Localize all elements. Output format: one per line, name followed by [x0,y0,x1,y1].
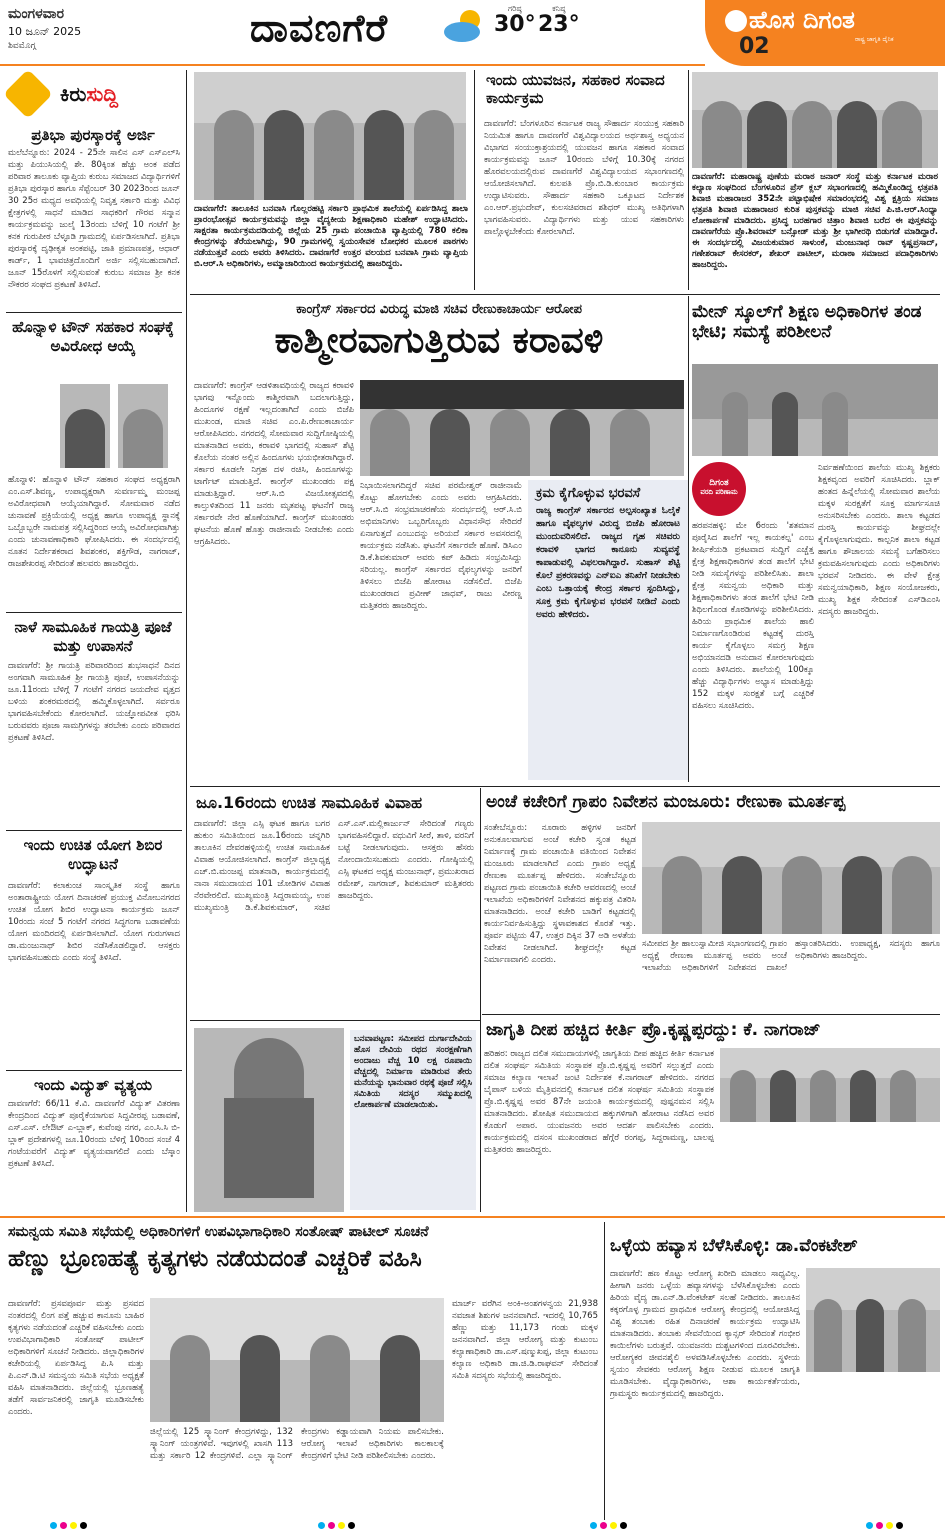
post-office-caption: ಸಮೀಪದ ಶ್ರೀ ಹಾಲುಸ್ವಾಮೀಜಿ ಸಭಾಂಗಣದಲ್ಲಿ ಗ್ರಾಪಂ ಅಧ್ಯಕ್ಷೆ ರೇಣುಕಾ ಮೂರ್ತಪ್ಪ ಅವರು ಅಂಚೆ ಇಲಾಖೆಯ ಅಧಿಕಾರಿಗಳಿಗೆ ನಿವೇಶನದ ದಾಖಲೆ ಹಸ್ತಾಂತರಿಸಿದರು. ಉಪಾಧ್ಯಕ್ಷ, ಸದಸ್ಯರು ಹಾಗೂ ಅಧಿಕಾರಿಗಳು ಹಾಜರಿದ್ದರು. [642,939,940,973]
brief-title: ಇಂದು ವಿದ್ಯುತ್ ವ್ಯತ್ಯಯ [33,1076,153,1094]
photo-school-building [692,364,938,456]
brief-body: ದಾವಣಗೆರೆ: ಕಲಾಕುಂಚ ಸಾಂಸ್ಕೃತಿಕ ಸಂಸ್ಥೆ ಹಾಗೂ ಅಂತಾರಾಷ್ಟ್ರೀಯ ಯೋಗ ದಿನಾಚರಣೆ ಪ್ರಯುಕ್ತ ವಿನೋಬನಗರದ ಉಚಿತ ಯೋಗ ಶಿಬಿರ ಉದ್ಘಾಟನಾ ಕಾರ್ಯಕ್ರಮ ಜೂನ್ 10ರಂದು ಸಂಜೆ 5 ಗಂಟೆಗೆ ನಗರದ ಸಿದ್ಧಗಂಗಾ ಬಡಾವಣೆಯ ಯೋಗ ಮಂದಿರದಲ್ಲಿ ಏರ್ಪಡಿಸಲಾಗಿದೆ. ಯೋಗ ಗುರುಗಳಾದ ಡಾ.ಮಂಜುನಾಥ್ ಶಿಬಿರ ನಡೆಸಿಕೊಡಲಿದ್ದಾರೆ. ಆಸಕ್ತರು ಭಾಗವಹಿಸಬಹುದು ಎಂದು ಸಂಸ್ಥೆ ತಿಳಿಸಿದೆ. [8,881,180,963]
masthead-date: 10 ಜೂನ್ 2025 [8,25,82,38]
masthead-dateline [8,6,208,62]
story-body: ದಾವಣಗೆರೆ: ಬೆಂಗಳೂರಿನ ಕರ್ನಾಟಕ ರಾಜ್ಯ ಸೌಹಾರ್ದ ಸಂಯುಕ್ತ ಸಹಕಾರಿ ನಿಯಮಿತ ಹಾಗೂ ದಾವಣಗೆರೆ ವಿಶ್ವವಿದ್ಯಾಲಯದ ಅರ್ಥಶಾಸ್ತ್ರ ಅಧ್ಯಯನ ವಿಭಾಗದ ಸಂಯುಕ್ತಾಶ್ರಯದಲ್ಲಿ ಯುವಜನ ಹಾಗೂ ಸಹಕಾರ ಸಂವಾದ ಕಾರ್ಯಕ್ರಮವನ್ನು ಜೂನ್ 10ರಂದು ಬೆಳಿಗ್ಗೆ 10.30ಕ್ಕೆ ನಗರದ ಹೊರವಲಯದಲ್ಲಿರುವ ದಾವಣಗೆರೆ ವಿಶ್ವವಿದ್ಯಾಲಯದ ಸಭಾಂಗಣದಲ್ಲಿ ಆಯೋಜಿಸಲಾಗಿದೆ. ಕುಲಪತಿ ಪ್ರೊ.ಬಿ.ಡಿ.ಕುಂಬಾರ ಕಾರ್ಯಕ್ರಮ ಉದ್ಘಾಟಿಸುವರು. ಸೌಹಾರ್ದ ಸಹಕಾರಿ ಒಕ್ಕೂಟದ ನಿರ್ದೇಶಕ ಎಂ.ಆರ್.ಪ್ರಭುದೇವ್, ಕುಲಸಚಿವರಾದ ಶಶಿಧರ್ ಮುಖ್ಯ ಅತಿಥಿಗಳಾಗಿ ಭಾಗವಹಿಸುವರು. ವಿದ್ಯಾರ್ಥಿಗಳು ಮತ್ತು ಯುವ ಸಹಕಾರಿಗಳು ಪಾಲ್ಗೊಳ್ಳಬೇಕೆಂದು ಕೋರಲಾಗಿದೆ. [484,119,684,237]
headline-post-office-site: ಅಂಚೆ ಕಚೇರಿಗೆ ಗ್ರಾಪಂ ನಿವೇಶನ ಮಂಜೂರು: ರೇಣುಕಾ ಮೂರ್ತಪ್ಪ [486,792,846,812]
bottom-body-col2: ಜಿಲ್ಲೆಯಲ್ಲಿ 125 ಸ್ಕ್ಯಾನಿಂಗ್ ಕೇಂದ್ರಗಳಿದ್ದು, 132 ಸ್ಕ್ಯಾನಿಂಗ್ ಯಂತ್ರಗಳಿವೆ. ಇವುಗಳಲ್ಲಿ ಖಾಸಗಿ 113 ಮತ್ತು ಸರ್ಕಾರಿ 12 ಕೇಂದ್ರಗಳಿವೆ. ಎಲ್ಲಾ ಸ್ಕ್ಯಾನಿಂಗ್ ಕೇಂದ್ರಗಳು ಕಡ್ಡಾಯವಾಗಿ ನಿಯಮ ಪಾಲಿಸಬೇಕು. ಆರೋಗ್ಯ ಇಲಾಖೆ ಅಧಿಕಾರಿಗಳು ಕಾಲಕಾಲಕ್ಕೆ ಕೇಂದ್ರಗಳಿಗೆ ಭೇಟಿ ನೀಡಿ ಪರಿಶೀಲಿಸಬೇಕು ಎಂದರು. [150,1427,444,1461]
masthead-title: ದಾವಣಗೆರೆ [250,6,389,50]
photo-press-meet [360,380,684,476]
min-temp-block: ಕನಿಷ್ಠ 23° [538,4,580,37]
photo-health-event [806,1268,940,1372]
max-temp: 30° [494,12,536,37]
habits-body: ದಾವಣಗೆರೆ: ಹಣ ಕೊಟ್ಟು ಆರೋಗ್ಯ ಖರೀದಿ ಮಾಡಲು ಸಾಧ್ಯವಿಲ್ಲ. ಹೀಗಾಗಿ ಜನರು ಒಳ್ಳೆಯ ಹವ್ಯಾಸಗಳನ್ನು ಬೆಳೆಸಿಕೊಳ್ಳಬೇಕು ಎಂದು ಹಿರಿಯ ವೈದ್ಯ ಡಾ.ಎನ್.ಡಿ.ವೆಂಕಟೇಶ್ ಸಲಹೆ ನೀಡಿದರು. ತಾಲೂಕಿನ ಕಕ್ಕರಗೊಳ್ಳ ಗ್ರಾಮದ ಪ್ರಾಥಮಿಕ ಆರೋಗ್ಯ ಕೇಂದ್ರದಲ್ಲಿ ಆಯೋಜಿಸಿದ್ದ ವಿಶ್ವ ತಂಬಾಕು ರಹಿತ ದಿನಾಚರಣೆ ಕಾರ್ಯಕ್ರಮ ಉದ್ಘಾಟಿಸಿ ಮಾತನಾಡಿದರು. ತಂಬಾಕು ಸೇವನೆಯಿಂದ ಕ್ಯಾನ್ಸರ್ ಸೇರಿದಂತೆ ಗಂಭೀರ ಕಾಯಿಲೆಗಳು ಬರುತ್ತವೆ. ಯುವಜನರು ದುಶ್ಚಟಗಳಿಂದ ದೂರವಿರಬೇಕು. ಆರೋಗ್ಯಕರ ಜೀವನಶೈಲಿ ಅಳವಡಿಸಿಕೊಳ್ಳಬೇಕು ಎಂದರು. ಸ್ಥಳೀಯ ಸ್ವಯಂ ಸೇವಕರು ಆರೋಗ್ಯ ಶಿಕ್ಷಣ ನೀಡುವ ಮೂಲಕ ಜಾಗೃತಿ ಮೂಡಿಸಬೇಕು. ವೈದ್ಯಾಧಿಕಾರಿಗಳು, ಆಶಾ ಕಾರ್ಯಕರ್ತೆಯರು, ಗ್ರಾಮಸ್ಥರು ಕಾರ್ಯಕ್ರಮದಲ್ಲಿ ಹಾಜರಿದ್ದರು. [610,1269,800,1399]
cloud-sun-icon [440,6,490,46]
photo-jayanti-event [720,1048,940,1122]
photo-caption: ದಾವಣಗೆರೆ: ತಾಲೂಕಿನ ಬನವಾಸಿ ಗೊಲ್ಲರಹಟ್ಟಿ ಸರ್ಕಾರಿ ಪ್ರಾಥಮಿಕ ಶಾಲೆಯಲ್ಲಿ ಏರ್ಪಡಿಸಿದ್ದ ಶಾಲಾ ಪ್ರಾರಂಭೋತ್ಸವ ಕಾರ್ಯಕ್ರಮವನ್ನು ಜಿಲ್ಲಾ ವೈದ್ಯಕೀಯ ಶಿಕ್ಷಣಾಧಿಕಾರಿ ಮಹೇಶ್ ಉದ್ಘಾಟಿಸಿದರು. ಸಾಕ್ಷರತಾ ಕಾರ್ಯಕ್ರಮದಡಿಯಲ್ಲಿ ಜಿಲ್ಲೆಯ 25 ಗ್ರಾಮ ಪಂಚಾಯಿತಿ ವ್ಯಾಪ್ತಿಯಲ್ಲಿ 780 ಕಲಿಕಾ ಕೇಂದ್ರಗಳನ್ನು ತೆರೆಯಲಾಗಿದ್ದು, 90 ಗ್ರಾಮಗಳಲ್ಲಿ ಸ್ವಯಂಸೇವಕ ಬೋಧಕರ ಮೂಲಕ ಪಾಠಗಳು ನಡೆಯುತ್ತವೆ ಎಂದು ಅವರು ತಿಳಿಸಿದರು. ದಾವಣಗೆರೆ ಉತ್ತರ ವಲಯದ ಬನವಾಸಿ ಗ್ರಾಮ ವ್ಯಾಪ್ತಿಯ ಬಿ.ಆರ್.ಸಿ ಅಧಿಕಾರಿಗಳು, ಅಮ್ಮಾಜಾರಿಯಿಂದ ಕಾರ್ಯಕ್ರಮದಲ್ಲಿ ಹಾಜರಿದ್ದರು. [194,204,468,269]
min-temp: 23° [538,12,580,37]
print-registration-marks [866,1522,903,1530]
photo-school-event [194,72,466,200]
page-number: 02 [739,34,770,59]
bottom-body-col3: ಮಾರ್ಚ್ ವರೆಗಿನ ಅಂಕಿ-ಅಂಶಗಳನ್ವಯ 21,938 ನವಜಾತ ಶಿಶುಗಳ ಜನನವಾಗಿದೆ. ಇದರಲ್ಲಿ 10,765 ಹೆಣ್ಣು ಮತ್ತು 11,173 ಗಂಡು ಮಕ್ಕಳ ಜನನವಾಗಿದೆ. ಜಿಲ್ಲಾ ಆರೋಗ್ಯ ಮತ್ತು ಕುಟುಂಬ ಕಲ್ಯಾಣಾಧಿಕಾರಿ ಡಾ.ಎಸ್.ಷಣ್ಮುಖಪ್ಪ, ಜಿಲ್ಲಾ ಕುಟುಂಬ ಕಲ್ಯಾಣ ಅಧಿಕಾರಿ ಡಾ.ಜಿ.ಡಿ.ರಾಘವನ್ ಸೇರಿದಂತೆ ಸಮಿತಿ ಸದಸ್ಯರು ಸಭೆಯಲ್ಲಿ ಹಾಜರಿದ್ದರು. [452,1299,598,1381]
wedding-body: ದಾವಣಗೆರೆ: ಜಿಲ್ಲಾ ಎಸ್ಸಿ ಘಟಕ ಹಾಗೂ ಬಗರ ಹುಕುಂ ಸಮಿತಿಯಿಂದ ಜೂ.16ರಂದು ಚನ್ನಗಿರಿ ತಾಲೂಕಿನ ದೇವರಹಳ್ಳಿಯಲ್ಲಿ ಉಚಿತ ಸಾಮೂಹಿಕ ವಿವಾಹ ಆಯೋಜಿಸಲಾಗಿದೆ. ಕಾಂಗ್ರೆಸ್ ಜಿಲ್ಲಾಧ್ಯಕ್ಷ ಎಚ್.ಬಿ.ಮಂಜಪ್ಪ ಮಾತನಾಡಿ, ಕಾರ್ಯಕ್ರಮದಲ್ಲಿ ನಾನಾ ಸಮುದಾಯದ 101 ಜೋಡಿಗಳ ವಿವಾಹ ನೆರವೇರಲಿದೆ. ಮುಖ್ಯಮಂತ್ರಿ ಸಿದ್ದರಾಮಯ್ಯ, ಉಪ ಮುಖ್ಯಮಂತ್ರಿ ಡಿ.ಕೆ.ಶಿವಕುಮಾರ್, ಸಚಿವ ಎಸ್.ಎಸ್.ಮಲ್ಲಿಕಾರ್ಜುನ್ ಸೇರಿದಂತೆ ಗಣ್ಯರು ಭಾಗವಹಿಸಲಿದ್ದಾರೆ. ವಧುವಿಗೆ ಸೀರೆ, ತಾಳಿ, ವರನಿಗೆ ಬಟ್ಟೆ ನೀಡಲಾಗುವುದು. ಆಸಕ್ತರು ಹೆಸರು ನೋಂದಾಯಿಸಬಹುದು ಎಂದರು. ಗೋಷ್ಠಿಯಲ್ಲಿ ಎಸ್ಸಿ ಘಟಕದ ಅಧ್ಯಕ್ಷ ಮಂಜುನಾಥ್, ಪ್ರಮುಖರಾದ ರಮೇಶ್, ನಾಗರಾಜ್, ಶಿವಕುಮಾರ್ ಮತ್ತಿತರರು ಹಾಜರಿದ್ದರು. [194,819,474,913]
brief-body: ದಾವಣಗೆರೆ: 66/11 ಕೆ.ವಿ. ದಾವಣಗೆರೆ ವಿದ್ಯುತ್ ವಿತರಣಾ ಕೇಂದ್ರದಿಂದ ವಿದ್ಯುತ್ ಪೂರೈಕೆಯಾಗುವ ಸಿದ್ದವೀರಪ್ಪ ಬಡಾವಣೆ, ಎಸ್.ಎಸ್. ಲೇಔಟ್ ಎ-ಬ್ಲಾಕ್, ಕುವೆಂಪು ನಗರ, ಎಂ.ಸಿ.ಸಿ ಬಿ-ಬ್ಲಾಕ್ ಪ್ರದೇಶಗಳಲ್ಲಿ ಜೂ.10ರಂದು ಬೆಳಿಗ್ಗೆ 10ರಿಂದ ಸಂಜೆ 4 ಗಂಟೆಯವರೆಗೆ ವಿದ್ಯುತ್ ವ್ಯತ್ಯಯವಾಗಲಿದೆ ಎಂದು ಬೆಸ್ಕಾಂ ಪ್ರಕಟಣೆ ತಿಳಿಸಿದೆ. [8,1099,180,1169]
lead-kicker: ಕಾಂಗ್ರೆಸ್ ಸರ್ಕಾರದ ವಿರುದ್ಧ ಮಾಜಿ ಸಚಿವ ರೇಣುಕಾಚಾರ್ಯ ಆರೋಪ [296,302,582,317]
brand-name: ಹೊಸ ದಿಗಂತ [749,6,855,34]
chariot-caption: ಬನವಾಪಟ್ಟಣ: ಸಮೀಪದ ದುರ್ಗಾದೇವಿಯ ಹೊಸ ದೇವಿಯ ರಥದ ಸಂರಕ್ಷಣೆಗಾಗಿ ಅಂದಾಜು ವೆಚ್ಚ 10 ಲಕ್ಷ ರೂಪಾಯಿ ವೆಚ್ಚದಲ್ಲಿ ನಿರ್ಮಾಣ ಮಾಡಿರುವ ತೇರು ಮನೆಯನ್ನು ಭಾನುವಾರ ರಥಕ್ಕೆ ಪೂಜೆ ಸಲ್ಲಿಸಿ ಸಮಿತಿಯ ಸದಸ್ಯರ ಸಮ್ಮುಖದಲ್ಲಿ ಲೋಕಾರ್ಪಣೆ ಮಾಡಲಾಯಿತು. [350,1030,476,1210]
school-body-col1: ಹರಪನಹಳ್ಳಿ: ಮೇ 6ರಂದು 'ಶತಮಾನ ಪೂರೈಸಿದ ಶಾಲೆಗೆ ಇಲ್ಲ ಕಾಯಕಲ್ಪ' ಎಂಬ ಶೀರ್ಷಿಕೆಯಡಿ ಪ್ರಕಟವಾದ ಸುದ್ದಿಗೆ ಎಚ್ಚೆತ್ತ ಕ್ಷೇತ್ರ ಶಿಕ್ಷಣಾಧಿಕಾರಿಗಳ ತಂಡ ಶಾಲೆಗೆ ಭೇಟಿ ನೀಡಿ ಸಮಸ್ಯೆಗಳನ್ನು ಪರಿಶೀಲಿಸಿತು. ಶಾಲಾ ಕ್ಷೇತ್ರ ಸಮನ್ವಯ ಅಧಿಕಾರಿ ಮತ್ತು ಶಿಕ್ಷಣಾಧಿಕಾರಿಗಳು ತಂಡ ಶಾಲೆಗೆ ಭೇಟಿ ನೀಡಿ ಶಿಥಿಲಗೊಂಡ ಕೊಠಡಿಗಳನ್ನು ಪರಿಶೀಲಿಸಿದರು. ಹಿರಿಯ ಪ್ರಾಥಮಿಕ ಶಾಲೆಯ ಹಾಲಿ ನಿರ್ಮಾಣಗೊಂಡಿರುವ ಕಟ್ಟಡಕ್ಕೆ ದುರಸ್ತಿ ಕಾರ್ಯ ಕೈಗೊಳ್ಳಲು ಸಮಗ್ರ ಶಿಕ್ಷಣ ಅಭಿಯಾನದಡಿ ಅನುದಾನ ಕೋರಲಾಗುವುದು ಎಂದು ತಿಳಿಸಿದರು. ಶಾಲೆಯಲ್ಲಿ 100ಕ್ಕೂ ಹೆಚ್ಚು ವಿದ್ಯಾರ್ಥಿಗಳು ಅಭ್ಯಾಸ ಮಾಡುತ್ತಿದ್ದು 152 ಮಕ್ಕಳ ಸುರಕ್ಷತೆ ಬಗ್ಗೆ ಎಚ್ಚರಿಕೆ ವಹಿಸಲು ಸೂಚಿಸಿದರು. [692,521,814,711]
brief-body: ದಾವಣಗೆರೆ: ಶ್ರೀ ಗಾಯತ್ರಿ ಪರಿವಾರದಿಂದ ಶುಭಸಾಧನೆ ದಿನದ ಅಂಗವಾಗಿ ಸಾಮೂಹಿಕ ಶ್ರೀ ಗಾಯತ್ರಿ ಪೂಜೆ, ಉಪಾಸನೆಯನ್ನು ಜೂ.11ರಂದು ಬೆಳಿಗ್ಗೆ 7 ಗಂಟೆಗೆ ನಗರದ ಜಯದೇವ ವೃತ್ತದ ಬಳಿಯ ಶಂಕರಮಠದಲ್ಲಿ ಹಮ್ಮಿಕೊಳ್ಳಲಾಗಿದೆ. ಸರ್ವರೂ ಭಾಗವಹಿಸಬೇಕೆಂದು ಕೋರಲಾಗಿದೆ. ಯಜ್ಞೋಪವೀತ ಧರಿಸಿ ಬರುವವರು ಪೂಜಾ ಸಾಮಗ್ರಿಗಳನ್ನು ತರಬೇಕು ಎಂದು ಪರಿವಾರದ ಪ್ರಕಟಣೆ ತಿಳಿಸಿದೆ. [8,661,180,743]
photo-meeting-hall [150,1298,444,1422]
bottom-body-col1: ದಾವಣಗೆರೆ: ಪ್ರಸವಪೂರ್ವ ಮತ್ತು ಪ್ರಸವದ ನಂತರದಲ್ಲಿ ಲಿಂಗ ಪತ್ತೆ ಹಚ್ಚುವ ಕಾನೂನು ಬಾಹಿರ ಕೃತ್ಯಗಳು ನಡೆಯದಂತೆ ಎಚ್ಚರಿಕೆ ವಹಿಸಬೇಕು ಎಂದು ಉಪವಿಭಾಗಾಧಿಕಾರಿ ಸಂತೋಷ್ ಪಾಟೀಲ್ ಅಧಿಕಾರಿಗಳಿಗೆ ಸೂಚನೆ ನೀಡಿದರು. ಜಿಲ್ಲಾಧಿಕಾರಿಗಳ ಕಚೇರಿಯಲ್ಲಿ ಏರ್ಪಡಿಸಿದ್ದ ಪಿ.ಸಿ ಮತ್ತು ಪಿ.ಎನ್.ಡಿ.ಟಿ ಸಮನ್ವಯ ಸಮಿತಿ ಸಭೆಯ ಅಧ್ಯಕ್ಷತೆ ವಹಿಸಿ ಮಾತನಾಡಿದರು. ಜಿಲ್ಲೆಯಲ್ಲಿ ಭ್ರೂಣಹತ್ಯೆ ತಡೆಗೆ ಸಾರ್ವಜನಿಕರಲ್ಲಿ ಜಾಗೃತಿ ಮೂಡಿಸಬೇಕು ಎಂದರು. [8,1299,144,1417]
lead-body-col1: ದಾವಣಗೆರೆ: ಕಾಂಗ್ರೆಸ್ ಆಡಳಿತಾವಧಿಯಲ್ಲಿ ರಾಜ್ಯದ ಕರಾವಳಿ ಭಾಗವು ಇನ್ನೊಂದು ಕಾಶ್ಮೀರವಾಗಿ ಬದಲಾಗುತ್ತಿದ್ದು, ಹಿಂದೂಗಳ ರಕ್ಷಣೆ ಇಲ್ಲದಂತಾಗಿದೆ ಎಂದು ಬಿಜೆಪಿ ಮುಖಂಡ, ಮಾಜಿ ಸಚಿವ ಎಂ.ಪಿ.ರೇಣುಕಾಚಾರ್ಯ ಆರೋಪಿಸಿದರು. ನಗರದಲ್ಲಿ ಸೋಮವಾರ ಸುದ್ದಿಗೋಷ್ಠಿಯಲ್ಲಿ ಮಾತನಾಡಿದ ಅವರು, ಕರಾವಳಿ ಭಾಗದಲ್ಲಿ ಸುಹಾಸ್ ಶೆಟ್ಟಿ ಕೊಲೆಯ ನಂತರ ಅಲ್ಲಿನ ಹಿಂದೂಗಳು ಭಯಭೀತರಾಗಿದ್ದಾರೆ. ಸರ್ಕಾರ ಕೂಡಲೇ ನಿಗ್ರಹ ದಳ ರಚಿಸಿ, ಹಿಂದೂಗಳನ್ನು ಟಾರ್ಗೆಟ್ ಮಾಡುತ್ತಿದೆ. ಕಾಂಗ್ರೆಸ್ ಮುಖಂಡರು ಪಕ್ಷ ಮಾಡುತ್ತಿದ್ದಾರೆ. ಆರ್.ಸಿ.ಬಿ ವಿಜಯೋತ್ಸವದಲ್ಲಿ ಕಾಲ್ತುಳಿತದಿಂದ 11 ಜನರು ಮೃತಪಟ್ಟ ಘಟನೆಗೆ ರಾಜ್ಯ ಸರ್ಕಾರವೇ ನೇರ ಹೊಣೆಯಾಗಿದೆ. ಕಾಂಗ್ರೆಸ್ ಮುಖಂಡರು ಘಟನೆಯ ಹೊಣೆ ಹೊತ್ತು ರಾಜೀನಾಮೆ ನೀಡಬೇಕು ಎಂದು ಆಗ್ರಹಿಸಿದರು. [194,381,354,547]
max-temp-block: ಗರಿಷ್ಠ 30° [494,4,536,37]
photo-book-release [692,72,938,168]
bottom-headline: ಹೆಣ್ಣು ಭ್ರೂಣಹತ್ಯೆ ಕೃತ್ಯಗಳು ನಡೆಯದಂತೆ ಎಚ್ಚರಿಕೆ ವಹಿಸಿ [8,1246,422,1272]
print-registration-marks [50,1522,87,1530]
headline-youth-cooperative: ಇಂದು ಯುವಜನ, ಸಹಕಾರ ಸಂವಾದ ಕಾರ್ಯಕ್ರಮ [486,71,665,107]
brief-label-b: ಸುದ್ದಿ [86,82,119,106]
photo-chariot-house [194,1028,344,1212]
brief-title: ಇಂದು ಉಚಿತ ಯೋಗ ಶಿಬಿರ ಉದ್ಘಾಟನೆ [23,836,163,873]
lead-body-col2: ನಿಭಾಯಿಸಲಾಗದಿದ್ದರೆ ಸಚಿವ ಪರಮೇಶ್ವರ್ ರಾಜೀನಾಮೆ ಕೊಟ್ಟು ಹೋಗಬೇಕು ಎಂದು ಅವರು ಆಗ್ರಹಿಸಿದರು. ಆರ್.ಸಿ.ಬಿ ಸಂಭ್ರಮಾಚರಣೆಯ ಸಂದರ್ಭದಲ್ಲಿ ಆರ್.ಸಿ.ಬಿ ಅಭಿಮಾನಿಗಳು ಒಬ್ಬರಿಗೊಬ್ಬರು ವಿಧಾನಸೌಧ ಸೇರಿದರೆ ಏನಾಗುತ್ತದೆ ಎಂಬುದನ್ನು ಅರಿಯದೆ ಸರ್ಕಾರ ಅವಸರದಲ್ಲಿ ಕಾರ್ಯಕ್ರಮ ನಡೆಸಿತು. ಘಟನೆಗೆ ಸರ್ಕಾರವೇ ಹೊಣೆ. ಡಿಸಿಎಂ ಡಿ.ಕೆ.ಶಿವಕುಮಾರ್ ಅವರು ಕಪ್ ಹಿಡಿದು ಸಂಭ್ರಮಿಸಿದ್ದು ಸರಿಯಲ್ಲ. ಕಾಂಗ್ರೆಸ್ ಸರ್ಕಾರದ ವೈಫಲ್ಯಗಳನ್ನು ಜನರಿಗೆ ತಿಳಿಸಲು ಬಿಜೆಪಿ ಹೋರಾಟ ನಡೆಸಲಿದೆ. ಬಿಜೆಪಿ ಮುಖಂಡರಾದ ಪ್ರವೀಣ್ ಜಾಧವ್, ರಾಜು ವೀರಣ್ಣ ಮತ್ತಿತರರು ಹಾಜರಿದ್ದರು. [360,481,522,611]
headline-jagruti: ಜಾಗೃತಿ ದೀಪ ಹಚ್ಚಿದ ಕೀರ್ತಿ ಪ್ರೊ.ಕೃಷ್ಣಪ್ಪರದ್ದು: ಕೆ. ನಾಗರಾಜ್ [486,1020,821,1040]
brand-tagline: ರಾಷ್ಟ್ರ ಜಾಗೃತಿ ದೈನಿಕ [855,36,894,43]
jagruti-body-cont [720,1126,940,1210]
report-impact-stamp: ದಿಗಂತ ವರದಿ ಪರಿಣಾಮ [692,462,746,516]
brand-logo-icon [725,10,747,32]
weather-box [440,4,630,54]
hand-icon [3,69,53,119]
headline-school-visit: ಮೇನ್ ಸ್ಕೂಲ್‌ಗೆ ಶಿಕ್ಷಣ ಅಧಿಕಾರಿಗಳ ತಂಡ ಭೇಟಿ; ಸಮಸ್ಯೆ ಪರಿಶೀಲನೆ [692,302,922,343]
jagruti-body: ಹರಿಹರ: ರಾಜ್ಯದ ದಲಿತ ಸಮುದಾಯಗಳಲ್ಲಿ ಜಾಗೃತಿಯ ದೀಪ ಹಚ್ಚಿದ ಕೀರ್ತಿ ಕರ್ನಾಟಕ ದಲಿತ ಸಂಘರ್ಷ ಸಮಿತಿಯ ಸಂಸ್ಥಾಪಕ ಪ್ರೊ.ಬಿ.ಕೃಷ್ಣಪ್ಪ ಅವರಿಗೆ ಸಲ್ಲುತ್ತದೆ ಎಂದು ಸಮಾಜ ಕಲ್ಯಾಣ ಇಲಾಖೆ ಜಂಟಿ ನಿರ್ದೇಶಕ ಕೆ.ನಾಗರಾಜ್ ಹೇಳಿದರು. ನಗರದ ಬೈಪಾಸ್ ಬಳಿಯ ಮೈತ್ರಿವನದಲ್ಲಿ ಕರ್ನಾಟಕ ದಲಿತ ಸಂಘರ್ಷ ಸಮಿತಿಯ ಸಂಸ್ಥಾಪಕ ಪ್ರೊ.ಬಿ.ಕೃಷ್ಣಪ್ಪ ಅವರ 87ನೇ ಜಯಂತಿ ಕಾರ್ಯಕ್ರಮದಲ್ಲಿ ಪುಷ್ಪನಮನ ಸಲ್ಲಿಸಿ ಮಾತನಾಡಿದರು. ಶೋಷಿತ ಸಮುದಾಯದ ಹಕ್ಕುಗಳಿಗಾಗಿ ಹೋರಾಟ ನಡೆಸಿದ ಅವರ ಕೊಡುಗೆ ಅಪಾರ. ಯುವಜನರು ಅವರ ಆದರ್ಶ ಪಾಲಿಸಬೇಕು ಎಂದರು. ಕಾರ್ಯಕ್ರಮದಲ್ಲಿ ದಸಂಸ ಮುಖಂಡರಾದ ಹೆಗ್ಗೆರೆ ರಂಗಪ್ಪ, ಸಿದ್ದರಾಮಣ್ಣ, ಬಾಲಪ್ಪ ಮತ್ತಿತರರು ಹಾಜರಿದ್ದರು. [484,1049,714,1155]
habits-body-cont [806,1378,940,1516]
headline-good-habits: ಒಳ್ಳೆಯ ಹವ್ಯಾಸ ಬೆಳೆಸಿಕೊಳ್ಳಿ: ಡಾ.ವೆಂಕಟೇಶ್ [610,1236,858,1256]
brief-title: ನಾಳೆ ಸಾಮೂಹಿಕ ಗಾಯತ್ರಿ ಪೂಜೆ ಮತ್ತು ಉಪಾಸನೆ [14,618,172,655]
print-registration-marks [318,1522,355,1530]
pullquote-title: ಕ್ರಮ ಕೈಗೊಳ್ಳುವ ಭರವಸೆ [536,486,641,501]
brief-title: ಹೊನ್ನಾಳಿ ಟೌನ್ ಸಹಕಾರ ಸಂಘಕ್ಕೆ ಅವಿರೋಧ ಆಯ್ಕೆ [12,318,174,355]
photo-president [60,384,110,468]
brand-banner [705,0,945,66]
photo-caption: ದಾವಣಗೆರೆ: ಮಹಾರಾಷ್ಟ್ರ ಪುಣೆಯ ಮರಾಠ ಜನಾರ್ ಸಂಸ್ಥೆ ಮತ್ತು ಕರ್ನಾಟಕ ಮರಾಠ ಕಲ್ಯಾಣ ಸಂಘದಿಂದ ಬೆಂಗಳೂರಿನ ಪ್ರೆಸ್ ಕ್ಲಬ್ ಸಭಾಂಗಣದಲ್ಲಿ ಹಮ್ಮಿಕೊಂಡಿದ್ದ ಛತ್ರಪತಿ ಶಿವಾಜಿ ಮಹಾರಾಜರ 352ನೇ ಪಟ್ಟಾಭಿಷೇಕ ಸಮಾರಂಭದಲ್ಲಿ ವಿಶ್ವ ಕ್ಷತ್ರಿಯ ಸಮಾಜ ಛತ್ರಪತಿ ಶಿವಾಜಿ ಮಹಾರಾಜರ ಕುರಿತ ಪುಸ್ತಕವನ್ನು ಮಾಜಿ ಸಚಿವ ಪಿ.ಜಿ.ಆರ್.ಸಿಂಧ್ಯಾ ಲೋಕಾರ್ಪಣೆ ಮಾಡಿದರು. ಪ್ರಸಿದ್ಧ ಬರಹಗಾರ ಚಿತ್ರಾಂ ಶಿವಾಜಿ ಬರೆದ ಈ ಪುಸ್ತಕವನ್ನು ದಾವಣಗೆರೆಯ ಪ್ರೊ.ಶಿವರಾಮ್ ಬನ್ಸೋಡ್ ಮತ್ತು ಶ್ರೀ ಭಾಗೀರಥಿ ಬಿಡುಗಡೆ ಮಾಡಿದ್ದಾರೆ. ಈ ಸಂದರ್ಭದಲ್ಲಿ ವಿಜಯಕುಮಾರ ಸಾಳುಂಕೆ, ಮಂಜುನಾಥ ರಾವ್ ಕೃಷ್ಣಪ್ರಸಾದ್, ಗಣೇಶರಾವ್ ಕೇಸರಕರ್, ಶೇಖರ್ ಪಾಟೀಲ್, ಮರಾಠಾ ಸಮಾಜದ ಪದಾಧಿಕಾರಿಗಳು ಹಾಜರಿದ್ದರು. [692,172,938,270]
school-body-col2: ನಿರ್ವಹಣೆಯಿಂದ ಶಾಲೆಯ ಮುಖ್ಯ ಶಿಕ್ಷಕರು ಶಿಕ್ಷಕವೃಂದ ಅವರಿಗೆ ಸೂಚಿಸಿದರು. ಬ್ಲಾಕ್ ಹಂತದ ಹಿನ್ನೆಲೆಯಲ್ಲಿ ಸೋಮವಾರ ಶಾಲೆಯ ಮಕ್ಕಳ ಸುರಕ್ಷತೆಗೆ ಸೂಕ್ತ ಮಾರ್ಗಸೂಚಿ ಅನುಸರಿಸಬೇಕು ಎಂದರು. ಶಾಲಾ ಕಟ್ಟಡದ ದುರಸ್ತಿ ಕಾರ್ಯವನ್ನು ಶೀಘ್ರದಲ್ಲೇ ಕೈಗೊಳ್ಳಲಾಗುವುದು. ಕಾಲ್ಪನಿಕ ಶಾಲಾ ಕಟ್ಟಡ ಹಾಗೂ ಶೌಚಾಲಯ ಸಮಸ್ಯೆ ಬಗೆಹರಿಸಲು ಕ್ರಮವಹಿಸಲಾಗುವುದು ಎಂದು ಅಧಿಕಾರಿಗಳು ಭರವಸೆ ನೀಡಿದರು. ಈ ವೇಳೆ ಕ್ಷೇತ್ರ ಸಮನ್ವಯಾಧಿಕಾರಿ, ಶಿಕ್ಷಣ ಸಂಯೋಜಕರು, ಮುಖ್ಯ ಶಿಕ್ಷಕ ಸೇರಿದಂತೆ ಎಸ್‌ಡಿಎಂಸಿ ಸದಸ್ಯರು ಹಾಜರಿದ್ದರು. [818,463,940,617]
photo-site-handover [642,822,940,934]
bottom-kicker: ಸಮನ್ವಯ ಸಮಿತಿ ಸಭೆಯಲ್ಲಿ ಅಧಿಕಾರಿಗಳಿಗೆ ಉಪವಿಭಾಗಾಧಿಕಾರಿ ಸಂತೋಷ್ ಪಾಟೀಲ್ ಸೂಚನೆ [8,1224,429,1240]
print-registration-marks [590,1522,627,1530]
masthead-edition: ಶಿವಮೊಗ್ಗ [8,41,36,51]
photo-vice-president [118,384,168,468]
pullquote-body: ರಾಜ್ಯ ಕಾಂಗ್ರೆಸ್ ಸರ್ಕಾರದ ಅಲ್ಪಸಂಖ್ಯಾತ ಓಲೈಕೆ ಹಾಗೂ ವೈಫಲ್ಯಗಳ ವಿರುದ್ಧ ಬಿಜೆಪಿ ಹೋರಾಟ ಮುಂದುವರಿಸಲಿದೆ. ರಾಜ್ಯದ ಗೃಹ ಸಚಿವರು ಕರಾವಳಿ ಭಾಗದ ಕಾನೂನು ಸುವ್ಯವಸ್ಥೆ ಕಾಪಾಡುವಲ್ಲಿ ವಿಫಲರಾಗಿದ್ದಾರೆ. ಸುಹಾಸ್ ಶೆಟ್ಟಿ ಕೊಲೆ ಪ್ರಕರಣವನ್ನು ಎನ್ಐಎ ತನಿಖೆಗೆ ನೀಡಬೇಕು ಎಂಬ ಒತ್ತಾಯಕ್ಕೆ ಕೇಂದ್ರ ಸರ್ಕಾರ ಸ್ಪಂದಿಸಿದ್ದು, ಸೂಕ್ತ ಕ್ರಮ ಕೈಗೊಳ್ಳುವ ಭರವಸೆ ನೀಡಿದೆ ಎಂದು ಅವರು ಹೇಳಿದರು. [536,506,680,620]
brief-title: ಪ್ರತಿಭಾ ಪುರಸ್ಕಾರಕ್ಕೆ ಅರ್ಜಿ [31,126,155,144]
headline-mass-wedding: ಜೂ.16ರಂದು ಉಚಿತ ಸಾಮೂಹಿಕ ವಿವಾಹ [196,793,423,812]
brief-label-a: ಕಿರು [60,82,87,106]
brief-body: ಹೊನ್ನಾಳಿ: ಹೊನ್ನಾಳಿ ಟೌನ್ ಸಹಕಾರ ಸಂಘದ ಅಧ್ಯಕ್ಷರಾಗಿ ಎಂ.ಎಸ್.ಶಿವಣ್ಣ, ಉಪಾಧ್ಯಕ್ಷರಾಗಿ ಸುವರ್ಣಮ್ಮ ಮಂಜಪ್ಪ ಅವಿರೋಧವಾಗಿ ಆಯ್ಕೆಯಾಗಿದ್ದಾರೆ. ಸೋಮವಾರ ನಡೆದ ಚುನಾವಣೆ ಪ್ರಕ್ರಿಯೆಯಲ್ಲಿ ಅಧ್ಯಕ್ಷ ಹಾಗೂ ಉಪಾಧ್ಯಕ್ಷ ಸ್ಥಾನಕ್ಕೆ ಒಬ್ಬೊಬ್ಬರೇ ನಾಮಪತ್ರ ಸಲ್ಲಿಸಿದ್ದರಿಂದ ಆಯ್ಕೆ ಅವಿರೋಧವಾಗಿತ್ತು ಎಂದು ಚುನಾವಣಾಧಿಕಾರಿ ಘೋಷಿಸಿದರು. ಈ ಸಂದರ್ಭದಲ್ಲಿ ನೂತನ ನಿರ್ದೇಶಕರಾದ ಶಿವಶಂಕರ, ಶಕ್ತಿಗೌಡ, ನಾಗರಾಜ್, ರಾಜಶೇಖರಪ್ಪ ಸೇರಿದಂತೆ ಹಲವರು ಹಾಜರಿದ್ದರು. [8,475,180,569]
lead-headline: ಕಾಶ್ಮೀರವಾಗುತ್ತಿರುವ ಕರಾವಳಿ [274,320,604,361]
brief-section-badge [6,72,166,120]
brief-body-side [8,362,60,472]
brief-body: ಮಲೆಬೆನ್ನೂರು: 2024 - 25ನೇ ಸಾಲಿನ ಎಸ್ ಎಸ್ಎಲ್‌ಸಿ ಮತ್ತು ಪಿಯುಸಿಯಲ್ಲಿ ಶೇ. 80ಕ್ಕಿಂತ ಹೆಚ್ಚು ಅಂಕ ಪಡೆದ ಪರಿವಾರ ತಾಲೂಕು ವ್ಯಾಪ್ತಿಯ ಕುರುಬ ಸಮಾಜದ ವಿದ್ಯಾರ್ಥಿಗಳಿಗೆ ಪ್ರತಿಭಾ ಪುರಸ್ಕಾರ ಹಾಗೂ ಸೆಪ್ಟೆಂಬರ್ 30 2023ರಿಂದ ಜೂನ್ 30 25ರ ಮಧ್ಯದ ಅವಧಿಯಲ್ಲಿ ನಿವೃತ್ತ ಸರ್ಕಾರಿ ಮತ್ತು ವಿವಿಧ ಕ್ಷೇತ್ರಗಳಲ್ಲಿ ಸಾಧನೆ ಮಾಡಿದ ಸಾಧಕರಿಗೆ ಗೌರವ ಸನ್ಮಾನ ಕಾರ್ಯಕ್ರಮವನ್ನು ಜುಲೈ 13ರಂದು ಬೆಳಿಗ್ಗೆ 10 ಗಂಟೆಗೆ ಶ್ರೀ ಕನಕ ಗುರುಪೀಠ ಬೆಳ್ಳೂಡಿ ಗ್ರಾಮದಲ್ಲಿ ಏರ್ಪಡಿಸಲಾಗಿದೆ. ಪ್ರತಿಭಾ ಪುರಸ್ಕಾರಕ್ಕೆ ದೃಢೀಕೃತ ಅಂಕಪಟ್ಟಿ, ಜಾತಿ ಪ್ರಮಾಣಪತ್ರ, ಆಧಾರ್ ಕಾರ್ಡ್, 1 ಭಾವಚಿತ್ರದೊಂದಿಗೆ ಅರ್ಜಿ ಸಲ್ಲಿಸಬಹುದಾಗಿದೆ. ಜೂನ್ 15ರೊಳಗೆ ಸಲ್ಲಿಸುವಂತೆ ಕುರುಬ ಸಮಾಜ ಶ್ರೀ ಕನಕ ನೌಕರರ ಸಂಘದ ಪ್ರಕಟಣೆ ತಿಳಿಸಿದೆ. [8,148,180,290]
masthead-day: ಮಂಗಳವಾರ [8,6,65,22]
post-office-body: ಸಂತೇಬೆನ್ನೂರು: ನೂರಾರು ಹಳ್ಳಿಗಳ ಜನರಿಗೆ ಅನುಕೂಲವಾಗುವ ಅಂಚೆ ಕಚೇರಿ ಸ್ವಂತ ಕಟ್ಟಡ ನಿರ್ಮಾಣಕ್ಕೆ ಗ್ರಾಮ ಪಂಚಾಯಿತಿ ವತಿಯಿಂದ ನಿವೇಶನ ಮಂಜೂರು ಮಾಡಲಾಗಿದೆ ಎಂದು ಗ್ರಾಪಂ ಅಧ್ಯಕ್ಷೆ ರೇಣುಕಾ ಮೂರ್ತಪ್ಪ ಹೇಳಿದರು. ಸಂತೇಬೆನ್ನೂರು ಪಟ್ಟಣದ ಗ್ರಾಮ ಪಂಚಾಯಿತಿ ಕಚೇರಿ ಆವರಣದಲ್ಲಿ ಅಂಚೆ ಇಲಾಖೆಯ ಅಧಿಕಾರಿಗಳಿಗೆ ನಿವೇಶನದ ಹಕ್ಕುಪತ್ರ ವಿತರಿಸಿ ಮಾತನಾಡಿದರು. ಅಂಚೆ ಕಚೇರಿ ಬಾಡಿಗೆ ಕಟ್ಟಡದಲ್ಲಿ ಕಾರ್ಯನಿರ್ವಹಿಸುತ್ತಿದ್ದು ಸ್ಥಳಾವಕಾಶದ ಕೊರತೆ ಇತ್ತು. ಪೂರ್ವ ಪಟ್ಟಿಯ 47, ಉತ್ತರ ದಿಕ್ಕಿನ 37 ಅಡಿ ಅಳತೆಯ ನಿವೇಶನ ನೀಡಲಾಗಿದೆ. ಶೀಘ್ರದಲ್ಲೇ ಕಟ್ಟಡ ನಿರ್ಮಾಣವಾಗಲಿ ಎಂದರು. [484,823,636,965]
pullquote-box [528,480,688,780]
